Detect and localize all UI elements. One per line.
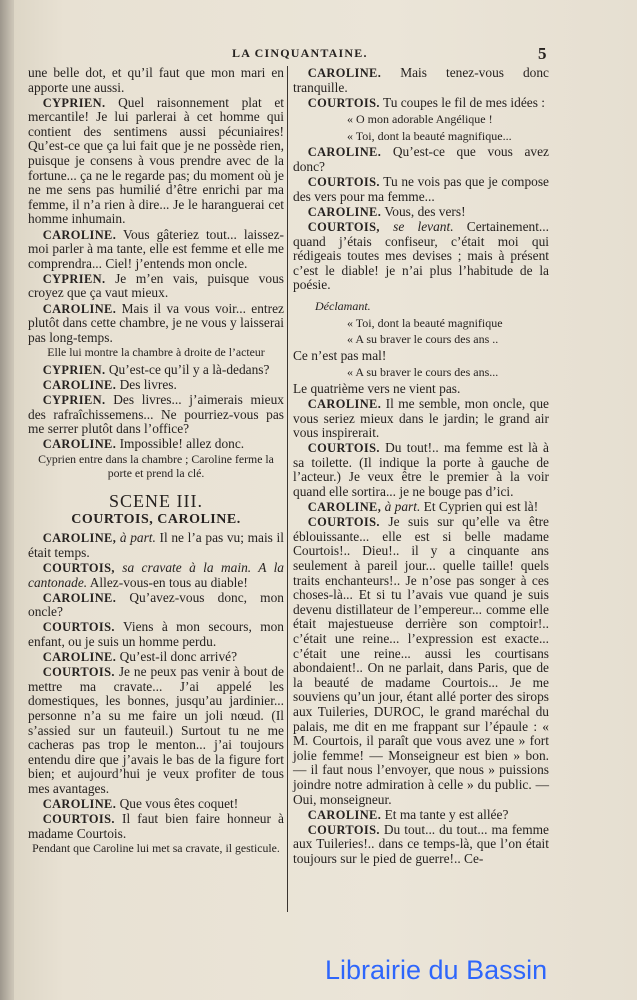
speaker-name: COURTOIS, (42, 561, 115, 575)
stage-direction: à part. (119, 530, 156, 546)
speaker-name: COURTOIS. (307, 95, 380, 110)
dialogue-text: Vous gâteriez tout... laissez-moi parler à ma tante, elle est femme et elle me comprendra... Ciel! j’entends mon oncle. (28, 226, 284, 271)
dialogue-text: Il ne l’a pas vu; mais il était temps. (28, 530, 284, 560)
dialogue-text: Du tout... du tout... ma femme aux Tuileries!.. dans ce temps-là, que l’on était toujours sur le pied de guerre!.. Ce- (293, 821, 549, 866)
dialogue-text: Qu’est-ce qu’il y a là-dedans? (108, 361, 270, 377)
dialogue-text: Certainement... quand j’étais confiseur, c’était moi qui rédigeais toutes mes devises ; mais à présent c’est le diable! je n’ai plus l’habitude de la poésie. (293, 218, 549, 293)
speaker-name: COURTOIS. (42, 665, 115, 680)
column-divider (287, 66, 288, 912)
dialogue-line (293, 515, 549, 807)
verse-line: « O mon adorable Angélique ! (347, 112, 493, 127)
dialogue-line (28, 302, 284, 346)
speaker-name: COURTOIS. (307, 822, 380, 837)
dialogue-text: Je suis sur qu’elle va être éblouissante... elle est si belle madame Courtois!.. Dieu!.. il y a cinquante ans seulement à pareil jour... quelle taille! quels traits enchanteurs!.. Je n’ose pas songer à ces choses-là... Et si tu l’avais vue quand je suis devenu distillateur de l’empereur... comme elle était majestueuse derrière son comptoir!.. c’était une reine... l’expression est exacte... c’était une reine... aussi les courtisans abondaient!.. On ne parlait, dans Paris, que de la beauté de madame Courtois... Je me souviens qu’un jour, étant allé porter des sirops aux Tuileries, DUROC, le grand maréchal du palais, me dit en me frappant sur l’épaule : « M. Courtois, il paraît que vous avez une » fort jolie femme! — Monseigneur est bien » bon. — il faut nous l’envoyer, que nous » puissions joindre notre admiration à celle » du public. — Oui, monseigneur. (293, 514, 549, 807)
running-title: LA CINQUANTAINE. (232, 46, 368, 60)
dialogue-line (293, 220, 549, 293)
dialogue-text: Qu’avez-vous donc, mon oncle? (28, 589, 284, 620)
dialogue-line (28, 393, 284, 437)
stage-direction: Déclamant. (315, 298, 371, 313)
dialogue-text: Vous, des vers! (384, 203, 466, 219)
dialogue-text: Que vous êtes coquet! (119, 796, 239, 811)
speaker-name: CAROLINE. (307, 66, 382, 80)
dialogue-text: Qu’est-ce que vous avez donc? (293, 144, 549, 175)
stage-direction: sa cravate à la main. A la cantonade. (28, 560, 284, 590)
speaker-name: COURTOIS. (42, 620, 115, 635)
verse-line: « A su braver le cours des ans... (347, 365, 499, 380)
dialogue-line (293, 205, 549, 220)
text-line: une belle dot, et qu’il faut que mon mari en apporte une aussi. (28, 65, 284, 95)
speaker-name: COURTOIS. (307, 441, 380, 456)
speaker-name: CAROLINE. (307, 807, 382, 822)
dialogue-line (293, 441, 549, 499)
dialogue-line (28, 650, 284, 665)
dialogue-line (28, 228, 284, 272)
dialogue-text: Et Cyprien qui est là! (423, 499, 539, 515)
dialogue-text: Mais il va vous voir... entrez plutôt dans cette chambre, je ne vous y laisserai pas long-temps. (28, 300, 284, 345)
dialogue-text: Il me semble, mon oncle, que vous seriez mieux dans le jardin; le grand air vous inspirerait. (293, 395, 549, 441)
dialogue-line (28, 531, 284, 560)
speaker-name: CAROLINE. (42, 301, 117, 316)
speaker-name: COURTOIS, (307, 219, 380, 234)
dialogue-text: Il faut bien faire honneur à madame Courtois. (28, 811, 284, 841)
dialogue-text: Allez-vous-en tous au diable! (89, 574, 248, 590)
dialogue-line (28, 591, 284, 620)
dialogue-text: Du tout!.. ma femme est là à sa toilette. (Il indique la porte à gauche de l’acteur.) Je veux être le premier à la voir quand elle sortira... je ne bouge pas d’ici. (293, 440, 549, 500)
speaker-name: CAROLINE. (42, 650, 117, 665)
dialogue-line (293, 96, 549, 111)
dialogue-line (28, 272, 284, 301)
text-line: Ce n’est pas mal! (293, 347, 387, 363)
watermark: Librairie du Bassin (325, 955, 548, 985)
speaker-name: CYPRIEN. (42, 271, 106, 286)
dialogue-text: Je m’en vais, puisque vous croyez que ça vaut mieux. (28, 270, 284, 301)
speaker-name: COURTOIS. (307, 175, 380, 190)
dialogue-line (28, 665, 284, 796)
stage-direction: Elle lui montre la chambre à droite de l’acteur (47, 345, 265, 360)
dialogue-line (28, 620, 284, 649)
speaker-name: CAROLINE. (42, 227, 117, 242)
speaker-name: CAROLINE, (42, 531, 117, 546)
verse-line: « Toi, dont la beauté magnifique (347, 315, 503, 330)
dialogue-line (28, 378, 284, 393)
scene-heading: SCENE III. (109, 491, 203, 512)
verse-line: « A su braver le cours des ans .. (347, 332, 499, 347)
speaker-name: CAROLINE. (42, 590, 117, 605)
stage-direction: à part. (384, 499, 421, 515)
dialogue-line (28, 561, 284, 590)
speaker-name: CAROLINE, (307, 500, 382, 515)
dialogue-line (293, 175, 549, 204)
speaker-name: CYPRIEN. (42, 393, 106, 408)
stage-direction: Cyprien entre dans la chambre ; Caroline ferme la porte et prend la clé. (38, 451, 274, 480)
dialogue-line (293, 397, 549, 441)
left-column (28, 66, 284, 859)
speaker-name: CAROLINE. (307, 204, 382, 219)
text-line: Le quatrième vers ne vient pas. (293, 380, 461, 396)
dialogue-line (293, 500, 549, 515)
speaker-name: COURTOIS. (307, 515, 380, 530)
dialogue-line (293, 66, 549, 95)
speaker-name: CAROLINE. (42, 437, 117, 452)
right-column (293, 66, 549, 867)
dialogue-text: Et ma tante y est allée? (384, 806, 509, 822)
dialogue-text: Je ne peux pas venir à bout de mettre ma cravate... J’ai appelé les domestiques, les bonnes, jusqu’au jardinier... personne n’a su me faire un joli nœud. (Il s’assied sur un fauteuil.) Surtout tu ne me cacheras pas trop le menton... j’ai toujours entendu dire que j’avais le bas de la figure fort bien; et aujourd’hui je veux profiter de tous mes avantages. (28, 664, 284, 796)
dialogue-text: Viens à mon secours, mon enfant, ou je suis un homme perdu. (28, 619, 285, 649)
verse-line: « Toi, dont la beauté magnifique... (347, 128, 512, 143)
stage-direction: Pendant que Caroline lui met sa cravate, il gesticule. (32, 841, 280, 856)
dialogue-text: Tu ne vois pas que je compose des vers pour ma femme... (293, 174, 550, 204)
stage-direction: se levant. (393, 218, 454, 234)
dialogue-line (293, 823, 549, 867)
speaker-name: CYPRIEN. (42, 362, 106, 377)
speaker-name: CAROLINE. (42, 797, 117, 811)
page-number: 5 (538, 44, 547, 63)
scene-characters: COURTOIS, CAROLINE. (71, 511, 241, 527)
dialogue-line (28, 812, 284, 841)
speaker-name: CAROLINE. (307, 145, 382, 160)
dialogue-text: Mais tenez-vous donc tranquille. (293, 65, 549, 95)
speaker-name: CYPRIEN. (42, 95, 106, 110)
dialogue-line (293, 808, 549, 823)
speaker-name: CAROLINE. (307, 396, 382, 411)
dialogue-text: Qu’est-il donc arrivé? (119, 649, 238, 665)
dialogue-text: Des livres... j’aimerais mieux des rafraîchissemens... Ne pourriez-vous pas me serrer plutôt dans l’office? (28, 392, 284, 437)
dialogue-line (28, 96, 284, 227)
dialogue-line (293, 145, 549, 174)
dialogue-text: Impossible! allez donc. (119, 436, 245, 452)
dialogue-line (28, 363, 284, 378)
dialogue-text: Quel raisonnement plat et mercantile! Je lui parlerai à cet homme qui contient des sentimens aussi pécuniaires! Qu’est-ce que ça lui fait que je ne possède rien, puisque je consens à vous prendre avec de la fortune... ça ne le regarde pas; du moment où je ne me sens pas humilié d’être enrichi par ma femme, il n’a rien à dire... Je le haranguerai cet homme inhumain. (28, 94, 284, 227)
speaker-name: COURTOIS. (42, 812, 115, 827)
dialogue-line (28, 437, 284, 452)
dialogue-text: Tu coupes le fil de mes idées : (382, 94, 546, 110)
dialogue-line (28, 797, 284, 812)
dialogue-text: Des livres. (119, 376, 177, 392)
speaker-name: CAROLINE. (42, 377, 117, 392)
